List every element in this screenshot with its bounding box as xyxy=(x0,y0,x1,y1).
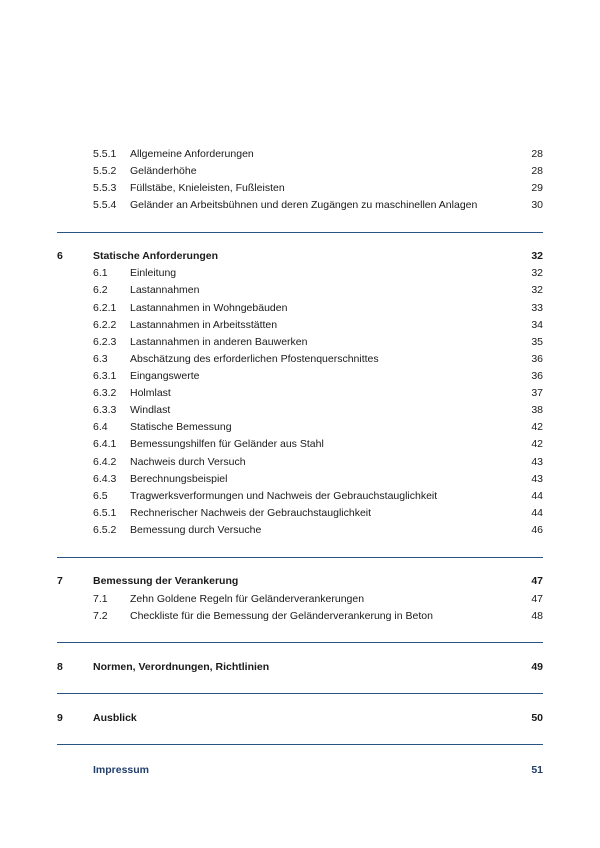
entry-number: 6.2.2 xyxy=(93,319,117,331)
entry-title: Einleitung xyxy=(130,267,177,279)
toc-entry[interactable] xyxy=(0,385,600,402)
entry-page: 32 xyxy=(531,267,543,279)
toc-entry[interactable] xyxy=(0,300,600,317)
toc-chapter-7[interactable] xyxy=(0,573,600,590)
section-divider xyxy=(57,693,543,694)
chapter-number: 7 xyxy=(57,575,63,587)
entry-title: Lastannahmen in Wohngebäuden xyxy=(130,302,288,314)
toc-entry[interactable] xyxy=(0,197,600,214)
section-divider xyxy=(57,232,543,233)
entry-title: Füllstäbe, Knieleisten, Fußleisten xyxy=(130,182,285,194)
entry-title: Eingangswerte xyxy=(130,370,200,382)
chapter-title: Normen, Verordnungen, Richtlinien xyxy=(93,661,270,673)
section-divider xyxy=(57,557,543,558)
toc-entry[interactable] xyxy=(0,351,600,368)
entry-page: 43 xyxy=(531,456,543,468)
entry-page: 42 xyxy=(531,421,543,433)
entry-number: 6.5.2 xyxy=(93,524,117,536)
impressum-title: Impressum xyxy=(93,764,150,776)
entry-number: 5.5.2 xyxy=(93,165,117,177)
toc-entry[interactable] xyxy=(0,317,600,334)
toc-entry[interactable] xyxy=(0,368,600,385)
entry-page: 46 xyxy=(531,524,543,536)
entry-title: Tragwerksverformungen und Nachweis der Gebrauchstauglichkeit xyxy=(130,490,438,502)
entry-number: 6.4.1 xyxy=(93,438,117,450)
entry-page: 32 xyxy=(531,284,543,296)
entry-page: 30 xyxy=(531,199,543,211)
entry-title: Windlast xyxy=(130,404,171,416)
entry-title: Bemessung durch Versuche xyxy=(130,524,262,536)
entry-number: 5.5.3 xyxy=(93,182,117,194)
entry-number: 6.3 xyxy=(93,353,108,365)
toc-entry[interactable] xyxy=(0,334,600,351)
entry-number: 6.4.2 xyxy=(93,456,117,468)
toc-entry[interactable] xyxy=(0,436,600,453)
entry-title: Lastannahmen in Arbeitsstätten xyxy=(130,319,278,331)
chapter-page: 49 xyxy=(531,661,543,673)
toc-chapter-8[interactable] xyxy=(0,659,600,676)
entry-number: 5.5.4 xyxy=(93,199,117,211)
toc-entry[interactable] xyxy=(0,419,600,436)
toc-entry[interactable] xyxy=(0,454,600,471)
entry-number: 7.2 xyxy=(93,610,108,622)
entry-page: 33 xyxy=(531,302,543,314)
entry-page: 44 xyxy=(531,507,543,519)
entry-page: 48 xyxy=(531,610,543,622)
entry-page: 47 xyxy=(531,593,543,605)
chapter-number: 9 xyxy=(57,712,63,724)
entry-title: Lastannahmen xyxy=(130,284,200,296)
toc-chapter-6[interactable] xyxy=(0,248,600,265)
entry-number: 6.5 xyxy=(93,490,108,502)
entry-page: 38 xyxy=(531,404,543,416)
entry-number: 6.3.2 xyxy=(93,387,117,399)
entry-page: 28 xyxy=(531,148,543,160)
toc-entry[interactable] xyxy=(0,471,600,488)
entry-title: Holmlast xyxy=(130,387,171,399)
chapter-page: 50 xyxy=(531,712,543,724)
toc-entry[interactable] xyxy=(0,180,600,197)
entry-title: Geländer an Arbeitsbühnen und deren Zugängen zu maschinellen Anlagen xyxy=(130,199,478,211)
entry-title: Abschätzung des erforderlichen Pfostenquerschnittes xyxy=(130,353,379,365)
toc-entry[interactable] xyxy=(0,608,600,625)
entry-title: Lastannahmen in anderen Bauwerken xyxy=(130,336,308,348)
impressum-page: 51 xyxy=(531,764,543,776)
toc-chapter-9[interactable] xyxy=(0,710,600,727)
entry-page: 37 xyxy=(531,387,543,399)
entry-page: 36 xyxy=(531,370,543,382)
toc-entry[interactable] xyxy=(0,163,600,180)
entry-title: Geländerhöhe xyxy=(130,165,197,177)
entry-number: 7.1 xyxy=(93,593,108,605)
chapter-title: Bemessung der Verankerung xyxy=(93,575,239,587)
entry-page: 43 xyxy=(531,473,543,485)
toc-entry[interactable] xyxy=(0,265,600,282)
chapter-title: Statische Anforderungen xyxy=(93,250,219,262)
entry-number: 6.2.1 xyxy=(93,302,117,314)
chapter-number: 8 xyxy=(57,661,63,673)
entry-page: 29 xyxy=(531,182,543,194)
chapter-page: 32 xyxy=(531,250,543,262)
entry-number: 6.3.1 xyxy=(93,370,117,382)
entry-title: Nachweis durch Versuch xyxy=(130,456,246,468)
entry-page: 28 xyxy=(531,165,543,177)
toc-entry[interactable] xyxy=(0,488,600,505)
toc-entry[interactable] xyxy=(0,591,600,608)
entry-title: Rechnerischer Nachweis der Gebrauchstauglichkeit xyxy=(130,507,372,519)
entry-title: Checkliste für die Bemessung der Geländerverankerung in Beton xyxy=(130,610,433,622)
entry-page: 36 xyxy=(531,353,543,365)
entry-number: 6.2 xyxy=(93,284,108,296)
entry-page: 34 xyxy=(531,319,543,331)
toc-entry[interactable] xyxy=(0,522,600,539)
entry-number: 6.2.3 xyxy=(93,336,117,348)
toc-entry[interactable] xyxy=(0,146,600,163)
entry-page: 35 xyxy=(531,336,543,348)
toc-entry[interactable] xyxy=(0,505,600,522)
entry-number: 6.3.3 xyxy=(93,404,117,416)
entry-page: 42 xyxy=(531,438,543,450)
entry-title: Allgemeine Anforderungen xyxy=(130,148,254,160)
entry-title: Bemessungshilfen für Geländer aus Stahl xyxy=(130,438,324,450)
entry-number: 6.4.3 xyxy=(93,473,117,485)
entry-title: Statische Bemessung xyxy=(130,421,232,433)
entry-number: 6.5.1 xyxy=(93,507,117,519)
chapter-page: 47 xyxy=(531,575,543,587)
toc-entry[interactable] xyxy=(0,282,600,299)
toc-impressum[interactable] xyxy=(0,762,600,779)
entry-page: 44 xyxy=(531,490,543,502)
entry-number: 6.4 xyxy=(93,421,108,433)
entry-number: 5.5.1 xyxy=(93,148,117,160)
entry-title: Berechnungsbeispiel xyxy=(130,473,228,485)
section-divider xyxy=(57,744,543,745)
entry-title: Zehn Goldene Regeln für Geländerverankerungen xyxy=(130,593,365,605)
chapter-number: 6 xyxy=(57,250,63,262)
toc-entry[interactable] xyxy=(0,402,600,419)
section-divider xyxy=(57,642,543,643)
chapter-title: Ausblick xyxy=(93,712,137,724)
entry-number: 6.1 xyxy=(93,267,108,279)
